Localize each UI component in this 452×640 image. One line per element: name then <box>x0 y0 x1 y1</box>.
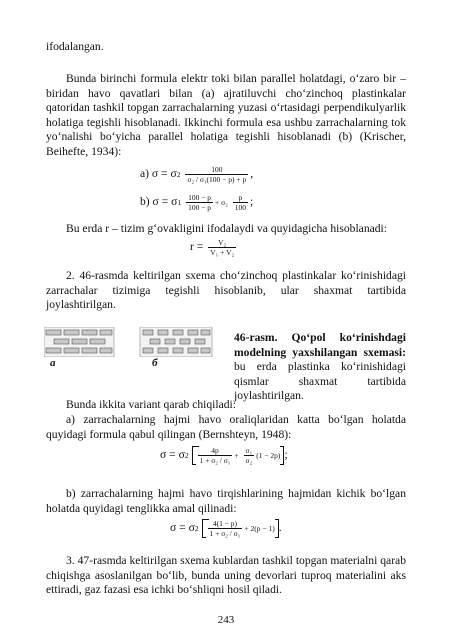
caption-title: 46-rasm. Qo‘pol ko‘rinishdagi modelning yaxshilangan sxemasi: <box>234 331 406 359</box>
formula-bernshteyn: σ = σ2 $\frac{4p}{\text{1 + σ₂ / σ₁}}$ + $\frac{\text{σ₁}}{\text{σ₂}}$ (1 − 2p) ; <box>160 446 288 465</box>
paragraph-first-formula: Bunda birinchi formula elektr toki bilan parallel holatdagi, o‘zaro bir – biridan havo qavatlari bilan (a) ajratiluvchi cho‘zinchoq plastinkalar qatoridan tashkil topgan zarrachalarning yuzasi o‘rtasidagi perpendikulyarlik holatiga tegishli hisoblanadi. Ikkinchi formula esa ushbu zarrachalarning tok yo‘nalishi bo‘yicha parallel holatiga tegishli hisoblanadi (b) (Krischer, Beihefte, 1934): <box>46 72 406 158</box>
formula-b: b) σ = σ1 $\frac{100 - p}{100 - p}$ + σ₂ $\frac{p}{100}$ ; <box>140 193 254 212</box>
page-number: 243 <box>217 614 235 626</box>
paragraph-variant-b: b) zarrachalarning hajmi havo tirqishlarining hajmidan kichik bo‘lgan holatda quyidagi tenglikka amal qilinadi: <box>46 487 406 515</box>
formula-a-fraction: $\frac{100}{\text{σ₂ / σ₁(100 − p) + p}}$ <box>187 165 247 184</box>
paragraph-two-variants: Bunda ikkita variant qarab chiqiladi: <box>66 398 236 411</box>
paragraph-figure-46: 2. 46-rasmda keltirilgan sxema cho‘zinchoq plastinkalar ko‘rinishidagi zarrachalar tizimiga tegishli hisoblanib, ular shaxmat tartibida joylashtirilgan. <box>46 269 406 312</box>
schematic-b <box>140 327 212 357</box>
caption-text: bu erda plastinka ko‘rinishidagi qismlar shaxmat tartibida joylashtirilgan. <box>234 360 406 403</box>
formula-a-label: a) σ = σ <box>140 167 177 181</box>
figure-46-caption <box>234 331 406 404</box>
formula-r: r = $\frac{\text{V₂}}{\text{V₁ + V₂}}$ <box>190 238 235 257</box>
formula-variant-b: σ = σ2 $\frac{4(1 - p)}{\text{1 + σ₂ / σ₁}}$ + 2(p − 1) . <box>170 519 282 538</box>
paragraph-figure-47: 3. 47-rasmda keltirilgan sxema kublardan tashkil topgan materialni qarab chiqishga asoslanilgan bo‘lib, bunda uning devorlari tuproq materialini aks ettiradi, gaz fazasi esa ichki bo‘shliqni hosil qiladi. <box>46 554 406 597</box>
figure-46-schematic <box>44 327 214 357</box>
figure-label-a: a <box>50 357 56 369</box>
formula-a: a) σ = σ2 $\frac{100}{\text{σ₂ / σ₁(100 − p) + p}}$ , <box>140 165 254 184</box>
paragraph-porosity: Bu erda r – tizim g‘ovakligini ifodalaydi va quyidagicha hisoblanadi: <box>66 222 388 235</box>
schematic-a <box>44 327 114 357</box>
figure-label-b: б <box>152 357 158 369</box>
formula-b-label: b) σ = σ <box>140 195 178 209</box>
line-ifodalangan: ifodalangan. <box>46 40 104 53</box>
paragraph-variant-a: a) zarrachalarning hajmi havo oraliqlaridan katta bo‘lgan holatda quyidagi formula qabul qilingan (Bernshteyn, 1948): <box>46 413 406 441</box>
